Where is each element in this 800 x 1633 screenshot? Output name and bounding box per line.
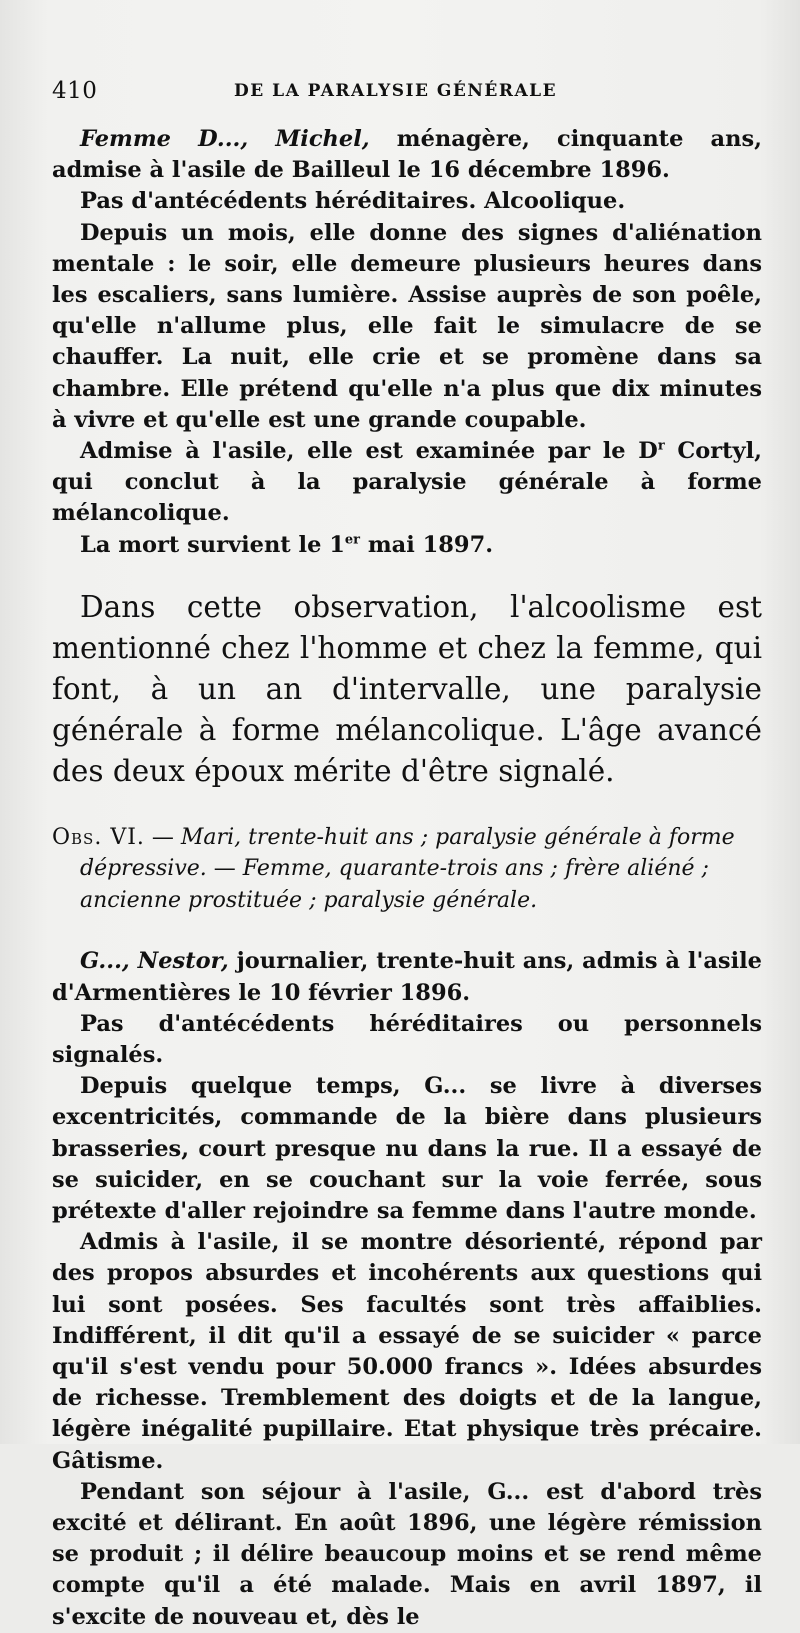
death-paragraph: La mort survient le 1er mai 1897. xyxy=(80,531,494,558)
examination-paragraph: Admise à l'asile, elle est examinée par le $D^r$ Cortyl, qui conclut à la paralysie générale à forme mélancolique. xyxy=(52,438,762,527)
history-paragraph: Depuis quelque temps, G... se livre à diverses excentricités, commande de la bière dans plusieurs brasseries, court presque nu dans la rue. Il a essayé de se suicider, en se couchant sur la voie ferrée, sous prétexte d'aller rejoindre sa femme dans l'autre monde. xyxy=(52,1073,762,1224)
case-g-nestor xyxy=(52,946,762,1632)
page-number: 410 xyxy=(52,78,98,104)
admission-paragraph: Admis à l'asile, il se montre désorienté, répond par des propos absurdes et incohérents aux questions qui lui sont posées. Ses facultés sont très affaiblies. Indifférent, il dit qu'il a essayé de se suicider « parce qu'il s'est vendu pour 50.000 francs ». Idées absurdes de richesse. Tremblement des doigts et de la langue, légère inégalité pupillaire. Etat physique très précaire. Gâtisme. xyxy=(52,1229,762,1474)
case-femme-d xyxy=(52,124,762,561)
course-paragraph: Pendant son séjour à l'asile, G... est d'abord très excité et délirant. En août 1896, une légère rémission se produit ; il délire beaucoup moins et se rend même compte qu'il a été malade. Mais en avril 1897, il s'excite de nouveau et, dès le xyxy=(52,1478,762,1630)
husband-summary: Mari, trente-huit ans ; paralysie générale à forme xyxy=(180,824,735,850)
commentary-paragraph: Dans cette observation, l'alcoolisme est mentionné chez l'homme et chez la femme, qui font, à un an d'intervalle, une paralysie générale à forme mélancolique. L'âge avancé des deux époux mérite d'être signalé. xyxy=(52,589,762,788)
observation-label: Obs. VI. xyxy=(52,824,145,850)
page-header xyxy=(52,78,762,110)
patient-name: G..., Nestor, xyxy=(80,948,229,975)
case-intro: G..., Nestor, journalier, trente-huit ans, admis à l'asile d'Armentières le 10 février 1896. xyxy=(52,948,762,1006)
running-title: DE LA PARALYSIE GÉNÉRALE xyxy=(234,81,558,101)
wife-summary: Femme, quarante-trois ans ; frère aliéné ; xyxy=(242,856,709,882)
observation-heading: Obs. VI. — Mari, trente-huit ans ; paralysie générale à forme dépressive. — Femme, quarante-trois ans ; frère aliéné ; ancienne prostituée ; paralysie générale. xyxy=(52,824,735,913)
case-intro: Femme D..., Michel, ménagère, cinquante ans, admise à l'asile de Bailleul le 16 décembre 1896. xyxy=(52,126,762,184)
patient-name: Femme D..., Michel, xyxy=(80,126,370,152)
symptoms-paragraph: Depuis un mois, elle donne des signes d'aliénation mentale : le soir, elle demeure plusieurs heures dans les escaliers, sans lumière. Assise auprès de son poêle, qu'elle n'allume plus, elle fait le simulacre de se chauffer. La nuit, elle crie et se promène dans sa chambre. Elle prétend qu'elle n'a plus que dix minutes à vivre et qu'elle est une grande coupable. xyxy=(52,219,762,433)
heredity-paragraph: Pas d'antécédents héréditaires ou personnels signalés. xyxy=(52,1010,762,1068)
heredity-paragraph: Pas d'antécédents héréditaires. Alcoolique. xyxy=(80,188,626,215)
page-body xyxy=(52,124,762,1633)
